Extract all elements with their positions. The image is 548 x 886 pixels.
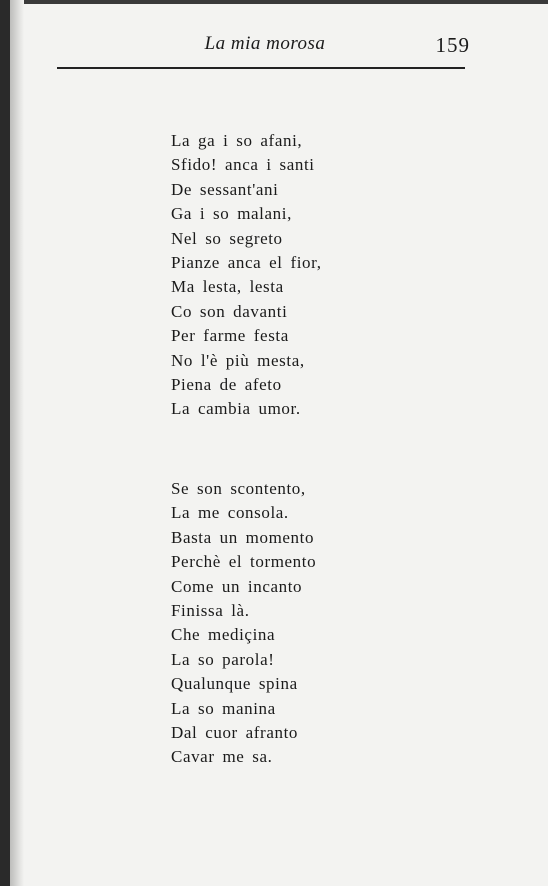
page-binding-edge bbox=[0, 0, 10, 886]
verse-line: Che mediçina bbox=[171, 625, 276, 645]
verse-line: Basta un momento bbox=[171, 527, 315, 547]
verse-line: Ma lesta, lesta bbox=[171, 277, 284, 297]
verse-line: La so parola! bbox=[171, 649, 275, 669]
verse-line: Co son davanti bbox=[171, 301, 288, 321]
verse-line: De sessant'ani bbox=[171, 179, 279, 199]
verse-line: Dal cuor afranto bbox=[171, 723, 298, 743]
page-top-edge bbox=[0, 0, 548, 4]
verse-line: Nel so segreto bbox=[171, 228, 283, 248]
stanza-1 bbox=[171, 129, 322, 422]
verse-line: Per farme festa bbox=[171, 326, 289, 346]
verse-line: La me consola. bbox=[171, 503, 289, 523]
verse-line: Se son scontento, bbox=[171, 479, 306, 498]
running-title: La mia morosa bbox=[204, 33, 326, 54]
page-number: 159 bbox=[435, 33, 470, 57]
verse-line: No l'è più mesta, bbox=[171, 350, 305, 370]
verse-line: La so manina bbox=[171, 698, 276, 718]
verse-line: Ga i so malani, bbox=[171, 204, 292, 224]
verse-line: Perchè el tormento bbox=[171, 552, 317, 572]
verse-line: Sfido! anca i santi bbox=[171, 155, 315, 175]
verse-line: Come un incanto bbox=[171, 576, 303, 596]
verse-line: Piena de afeto bbox=[171, 375, 282, 395]
verse-line: Cavar me sa. bbox=[171, 747, 273, 767]
page-gutter-shadow bbox=[10, 0, 24, 886]
verse-line: Finissa là. bbox=[171, 601, 250, 621]
header-rule bbox=[57, 67, 465, 69]
stanza-2 bbox=[171, 477, 316, 770]
verse-line: La cambia umor. bbox=[171, 399, 301, 419]
verse-line: La ga i so afani, bbox=[171, 131, 303, 150]
verse-line: Qualunque spina bbox=[171, 674, 298, 694]
verse-line: Pianze anca el fior, bbox=[171, 253, 322, 273]
